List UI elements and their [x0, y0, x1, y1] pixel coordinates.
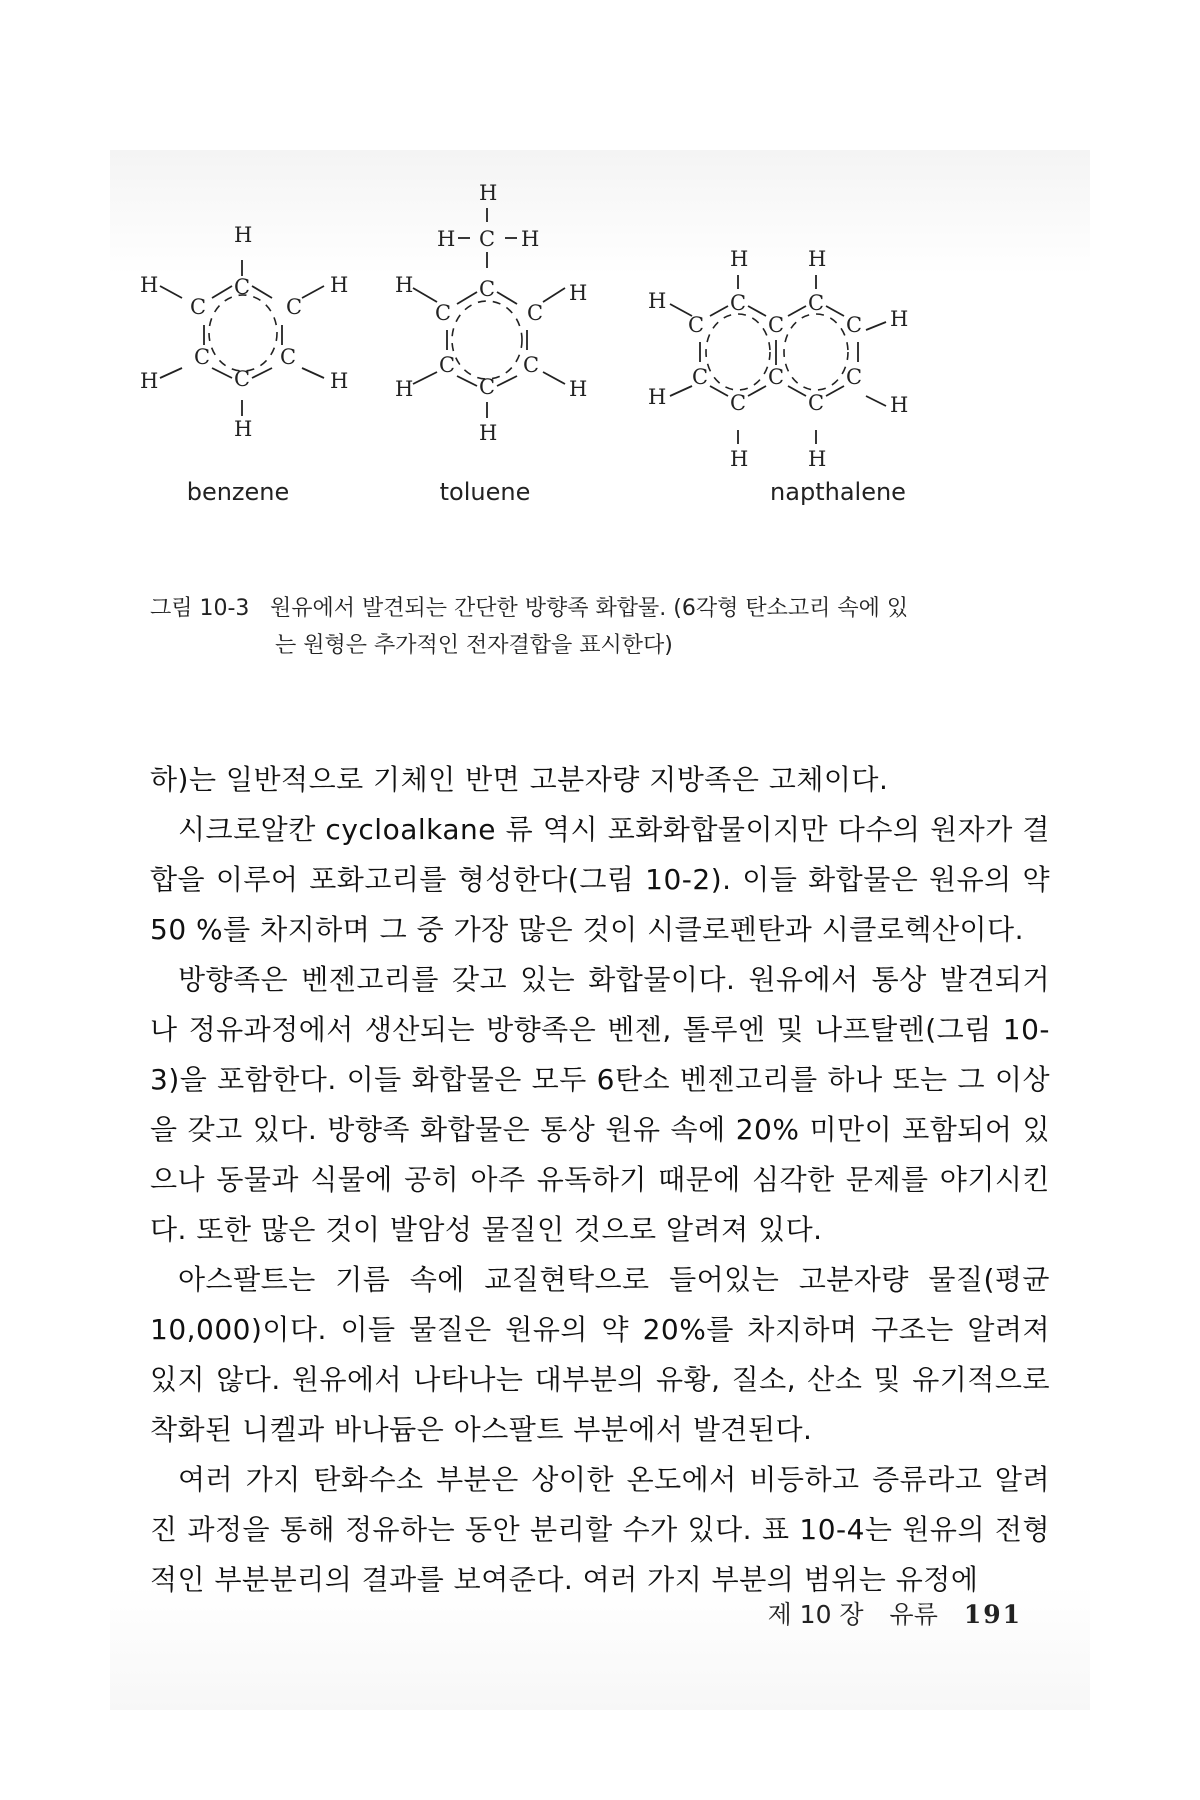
atom-c: C — [808, 291, 825, 315]
atom-h: H — [330, 369, 349, 393]
page-footer — [750, 1595, 1022, 1631]
atom-c: C — [523, 353, 540, 377]
atom-c: C — [692, 365, 709, 389]
atom-h: H — [395, 377, 414, 401]
atom-h: H — [569, 377, 588, 401]
toluene-ring-circle — [452, 301, 522, 379]
paragraph: 하)는 일반적으로 기체인 반면 고분자량 지방족은 고체이다. — [150, 763, 889, 796]
caption-line-1: 원유에서 발견되는 간단한 방향족 화합물. (6각형 탄소고리 속에 있 — [270, 596, 909, 621]
napthalene-ring-right — [784, 314, 848, 390]
atom-c: C — [479, 227, 496, 251]
atom-h: H — [140, 273, 159, 297]
atom-c: C — [768, 365, 785, 389]
atom-c: C — [846, 313, 863, 337]
napthalene-bonds — [670, 275, 886, 444]
napthalene-label: napthalene — [770, 478, 906, 506]
atom-c: C — [730, 391, 747, 415]
paragraph: 여러 가지 탄화수소 부분은 상이한 온도에서 비등하고 증류라고 알려진 과정을 통해 정유하는 동안 분리할 수가 있다. 표 10-4는 원유의 전형적인 부분분리의 결과를 보여준다. 여러 가지 부분의 범위는 유정에 — [150, 1463, 1050, 1596]
atom-h: H — [648, 289, 667, 313]
atom-c: C — [234, 367, 251, 391]
atom-h: H — [890, 307, 909, 331]
napthalene-atoms — [648, 247, 908, 471]
chapter-title: 유류 — [889, 1600, 938, 1629]
toluene-label: toluene — [439, 478, 531, 506]
atom-h: H — [808, 447, 827, 471]
atom-c: C — [190, 295, 207, 319]
benzene-ring-circle — [209, 295, 277, 371]
atom-c: C — [479, 277, 496, 301]
atom-h: H — [648, 385, 667, 409]
atom-h: H — [808, 247, 827, 271]
page-number: 191 — [963, 1600, 1022, 1629]
atom-h: H — [890, 393, 909, 417]
atom-h: H — [234, 223, 253, 247]
atom-c: C — [527, 301, 544, 325]
figure-caption — [150, 590, 1050, 664]
atom-h: H — [521, 227, 540, 251]
atom-c: C — [688, 313, 705, 337]
atom-c: C — [730, 291, 747, 315]
atom-h: H — [569, 281, 588, 305]
benzene-atoms — [140, 223, 348, 441]
chapter-number: 제 10 장 — [767, 1600, 864, 1629]
atom-h: H — [395, 273, 414, 297]
atom-h: H — [479, 181, 498, 205]
atom-h: H — [330, 273, 349, 297]
atom-h: H — [479, 421, 498, 445]
atom-c: C — [435, 301, 452, 325]
atom-c: C — [846, 365, 863, 389]
atom-h: H — [140, 369, 159, 393]
figure-number: 그림 10-3 — [150, 596, 250, 621]
atom-h: H — [234, 417, 253, 441]
figure-aromatic-compounds — [140, 181, 1060, 580]
paragraph: 시크로알칸 cycloalkane 류 역시 포화화합물이지만 다수의 원자가 결합을 이루어 포화고리를 형성한다(그림 10-2). 이들 화합물은 원유의 약 50 %를 차지하며 그 중 가장 많은 것이 시클로펜탄과 시클로헥산이다. — [150, 813, 1050, 946]
body-text — [150, 755, 1050, 1605]
atom-c: C — [768, 313, 785, 337]
napthalene-ring-left — [706, 314, 770, 390]
atom-c: C — [234, 275, 251, 299]
atom-c: C — [286, 295, 303, 319]
atom-c: C — [479, 375, 496, 399]
atom-c: C — [439, 353, 456, 377]
atom-h: H — [730, 247, 749, 271]
atom-h: H — [730, 447, 749, 471]
caption-line-2: 는 원형은 추가적인 전자결합을 표시한다) — [275, 633, 673, 658]
atom-c: C — [194, 345, 211, 369]
paragraph: 방향족은 벤젠고리를 갖고 있는 화합물이다. 원유에서 통상 발견되거나 정유과정에서 생산되는 방향족은 벤젠, 톨루엔 및 나프탈렌(그림 10-3)을 포함한다. 이들 화합물은 모두 6탄소 벤젠고리를 하나 또는 그 이상을 갖고 있다. 방향족 화합물은 통상 원유 속에 20% 미만이 포함되어 있으나 동물과 식물에 공히 아주 유독하기 때문에 심각한 문제를 야기시킨다. 또한 많은 것이 발암성 물질인 것으로 알려져 있다. — [150, 963, 1050, 1246]
benzene-label: benzene — [186, 478, 290, 506]
toluene-atoms — [395, 181, 587, 445]
paragraph: 아스팔트는 기름 속에 교질현탁으로 들어있는 고분자량 물질(평균 10,000)이다. 이들 물질은 원유의 약 20%를 차지하며 구조는 알려져 있지 않다. 원유에서 나타나는 대부분의 유황, 질소, 산소 및 유기적으로 착화된 니켈과 바나듐은 아스팔트 부분에서 발견된다. — [150, 1263, 1050, 1446]
atom-c: C — [280, 345, 297, 369]
atom-h: H — [437, 227, 456, 251]
atom-c: C — [808, 391, 825, 415]
